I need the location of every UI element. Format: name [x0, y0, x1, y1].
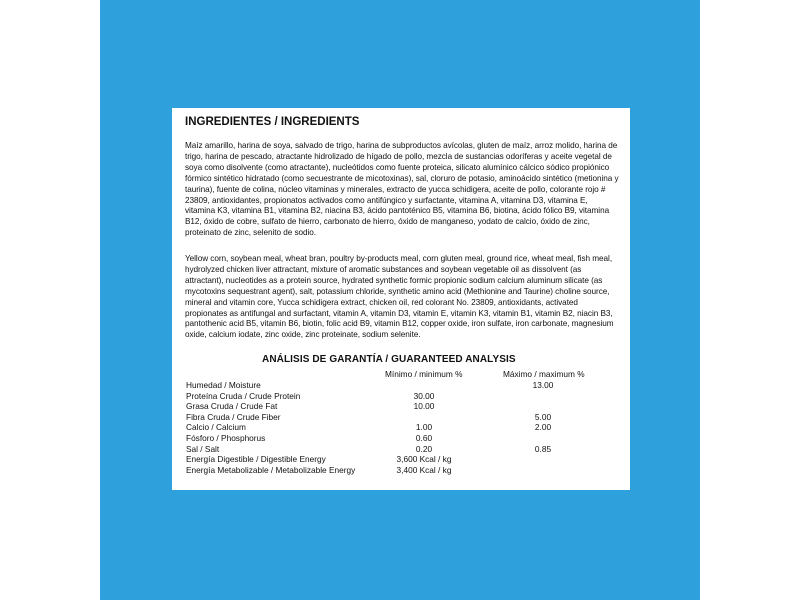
analysis-row-metabolizable-energy [186, 465, 616, 476]
analysis-row-salt [186, 444, 616, 455]
row-label: Grasa Cruda / Crude Fat [186, 401, 278, 412]
ingredients-title: INGREDIENTES / INGREDIENTS [185, 116, 360, 128]
row-label: Fósforo / Phosphorus [186, 432, 266, 443]
row-min: 3,400 Kcal / kg [396, 464, 452, 475]
row-label: Proteína Cruda / Crude Protein [186, 390, 301, 401]
row-max: 2.00 [534, 422, 552, 433]
analysis-row-fat [186, 401, 616, 412]
row-min: 30.00 [413, 390, 435, 401]
min-column-header: Mínimo / minimum % [385, 369, 463, 379]
analysis-title: ANÁLISIS DE GARANTÍA / GUARANTEED ANALYSIS [262, 354, 516, 365]
analysis-row-digestible-energy [186, 454, 616, 465]
row-label: Humedad / Moisture [186, 380, 261, 390]
row-label: Energía Metabolizable / Metabolizable Energy [186, 464, 356, 475]
row-min: 1.00 [415, 422, 433, 433]
analysis-row-fiber [186, 412, 616, 423]
row-label: Fibra Cruda / Crude Fiber [186, 411, 281, 422]
analysis-row-protein [186, 391, 616, 402]
ingredients-english: Yellow corn, soybean meal, wheat bran, poultry by-products meal, corn gluten meal, ground rice, wheat meal, fish meal, hydrolyzed chicken liver attractant, mixture of aromatic substances and soybean vegetable oil as dissolvent (as attractant), nucleotides as a protein source, hydrated synthetic formic propionic sodium calcium aluminum silicate (as mycotoxins sequestrant agent), salt, potassium chloride, synthetic amino acid (Methionine and Taurine) choline source, mineral and vitamin core, Yucca schidigera extract, chicken oil, red colorant No. 23809, antioxidants, activated propionates as antifungal and surfactant, vitamin A, vitamin D3, vitamin E, vitamin K3, vitamin B1, vitamin B2, niacin B3, pantothenic acid B5, vitamin B6, biotin, folic acid B9, vitamin B12, copper oxide, iron sulfate, iron carbonate, magnesium oxide, calcium iodate, zinc oxide, zinc proteinate, sodium selenite. [185, 254, 614, 340]
nutrition-label-panel [172, 108, 630, 490]
row-min: 3,600 Kcal / kg [396, 454, 452, 465]
ingredients-spanish: Maíz amarillo, harina de soya, salvado de trigo, harina de subproductos avícolas, gluten de maíz, arroz molido, harina de trigo, harina de pescado, atractante hidrolizado de hígado de pollo, mezcla de sustancias odoríferas y aceite vegetal de soya como disolvente (como atractante), nucleótidos como fuente proteica, silicato alumínico cálcico sódico propiónico fórmico sintético hidratado (como secuestrante de micotoxinas), sal, cloruro de potasio, aminoácido sintético (metionina y taurina), fuente de colina, núcleo vitaminas y minerales, extracto de yucca schidigera, aceite de pollo, colorante rojo # 23809, antioxidantes, propionatos activados como antifúngico y surfactante, vitamina A, vitamina D3, vitamina E, vitamina K3, vitamina B1, vitamina B2, niacina B3, ácido pantoténico B5, vitamina B6, biotina, ácido fólico B9, vitamina B12, óxido de cobre, sulfato de hierro, carbonato de hierro, óxido de manganeso, yodato de calcio, óxido de zinc, proteinato de zinc, selenito de sodio. [185, 141, 619, 238]
row-min: 10.00 [413, 401, 435, 412]
analysis-row-phosphorus [186, 433, 616, 444]
row-max: 13.00 [532, 380, 554, 390]
row-max: 5.00 [534, 411, 552, 422]
row-min: 0.20 [415, 443, 433, 454]
row-label: Calcio / Calcium [186, 422, 246, 433]
row-label: Energía Digestible / Digestible Energy [186, 454, 326, 465]
analysis-row-moisture [186, 380, 616, 391]
analysis-row-calcium [186, 422, 616, 433]
row-min: 0.60 [415, 432, 433, 443]
row-max: 0.85 [534, 443, 552, 454]
analysis-table [186, 380, 616, 475]
max-column-header: Máximo / maximum % [503, 369, 585, 379]
row-label: Sal / Salt [186, 443, 220, 454]
